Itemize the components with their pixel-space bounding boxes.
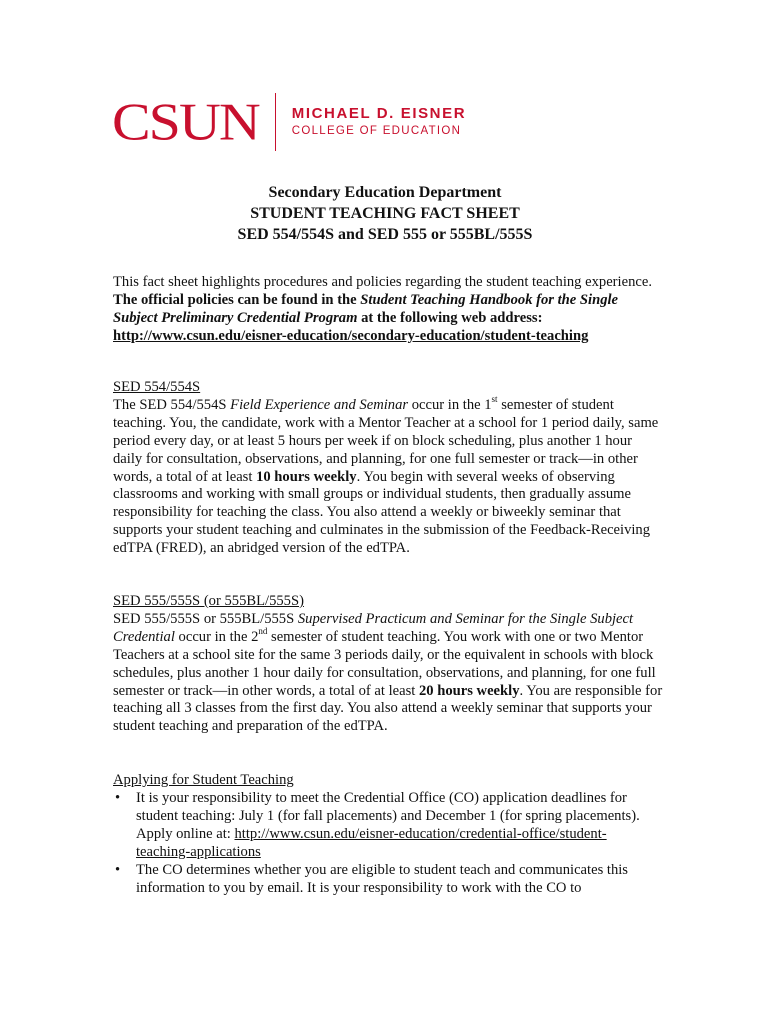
sed555-hours: 20 hours weekly <box>418 682 520 699</box>
logo-divider <box>275 93 276 151</box>
list-item-text: It is your responsibility to meet the Credential Office (CO) application deadlines for student teaching: July 1 (for fall placements) and December 1 (for spring placements). Apply online at: <box>136 790 640 842</box>
csun-wordmark: CSUN <box>112 91 259 152</box>
applying-list <box>113 790 658 897</box>
sed555-text-3: semester of student teaching. You work with one or two Mentor Teachers at a school site for the same 3 periods daily, or the equivalent in schools with block schedules, plus another 1 hour daily for consultation, observations, and planning, for one full semester or track—in other words, a total of at least <box>113 628 656 699</box>
applying-heading-text: Applying for Student Teaching <box>113 772 294 788</box>
csun-eisner-logo <box>112 92 466 152</box>
college-subtitle: COLLEGE OF EDUCATION <box>291 125 462 137</box>
sed554-ordinal: st <box>491 394 498 405</box>
sed554-text-1: The SED 554/554S <box>113 396 231 413</box>
sed554-section <box>113 379 663 558</box>
applying-heading <box>113 772 663 790</box>
course-title: SED 554/554S and SED 555 or 555BL/555S <box>237 226 533 243</box>
applications-link[interactable]: http://www.csun.edu/eisner-education/credential-office/student-teaching-applications <box>136 825 607 860</box>
sed555-body <box>113 611 663 736</box>
intro-bold-text-2: at the following web address: <box>357 309 543 326</box>
list-item <box>113 790 658 862</box>
sed554-hours: 10 hours weekly <box>256 468 357 485</box>
intro-bold-text: The official policies can be found in the <box>113 291 361 308</box>
sed555-text-2: occur in the 2 <box>174 628 259 645</box>
sed555-course-name: Supervised Practicum and Seminar for the Single Subject Credential <box>113 610 634 645</box>
intro-paragraph <box>113 274 663 346</box>
sed554-heading: SED 554/554S <box>113 379 201 395</box>
sed554-course-name: Field Experience and Seminar <box>230 396 409 413</box>
list-item <box>113 862 658 898</box>
sed555-text-1: SED 555/555S or 555BL/555S <box>113 610 298 627</box>
sed554-text-4: . You begin with several weeks of observing classrooms and working with small groups or individual students, then gradually assume responsibility for teaching the class. You also attend a weekly or biweekly seminar that supports your student teaching and culminates in the submission of the Feedback-Receiving edTPA (FRED), an abridged version of the edTPA. <box>113 468 651 557</box>
handbook-link[interactable]: http://www.csun.edu/eisner-education/secondary-education/student-teaching <box>113 327 589 344</box>
sed554-text-3: semester of student teaching. You, the candidate, work with a Mentor Teacher at a school for 1 period daily, same period every day, or at least 5 hours per week if on block scheduling, plus another 1 hour daily for consultation, observations, and planning, for one full semester or track—in other words, a total of at least <box>113 396 659 485</box>
sed554-body <box>113 394 663 558</box>
sed555-heading: SED 555/555S (or 555BL/555S) <box>113 593 304 609</box>
college-name-block <box>292 105 466 139</box>
sed555-section <box>113 593 663 736</box>
handbook-title: Student Teaching Handbook for the Single Subject Preliminary Credential Program <box>113 291 619 326</box>
list-item-text: The CO determines whether you are eligible to student teach and communicates this information to you by email. It is your responsibility to work with the CO to <box>136 861 628 896</box>
sed554-text-2: occur in the 1 <box>408 396 492 413</box>
document-title: STUDENT TEACHING FACT SHEET <box>250 205 520 222</box>
department-title: Secondary Education Department <box>268 184 502 201</box>
intro-text: This fact sheet highlights procedures and policies regarding the student teaching experience. <box>113 274 652 290</box>
sed555-text-4: . You are responsible for teaching all 3 classes from the first day. You also attend a weekly seminar that supports your student teaching and preparation of the edTPA. <box>113 682 663 735</box>
college-name: MICHAEL D. EISNER <box>291 105 467 122</box>
sed555-ordinal: nd <box>258 625 268 636</box>
